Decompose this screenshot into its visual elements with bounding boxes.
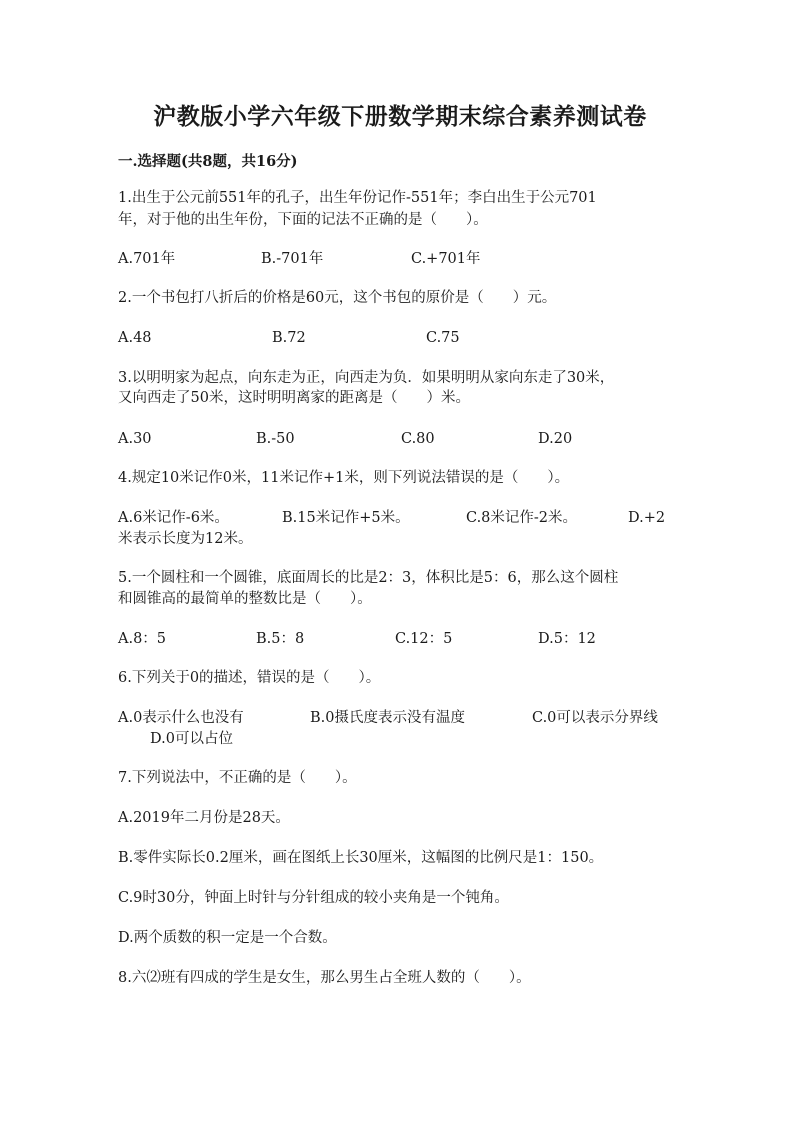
question-7-option-c: C.9时30分，钟面上时针与分针组成的较小夹角是一个钝角。 — [118, 890, 509, 906]
question-3-line-2: 又向西走了50米，这时明明离家的距离是（ ）米。 — [118, 390, 470, 406]
question-6-line-1: 6.下列关于0的描述，错误的是（ ）。 — [118, 670, 381, 686]
question-7-option-d: D.两个质数的积一定是一个合数。 — [118, 930, 337, 946]
question-3-option-c: C.80 — [401, 431, 435, 447]
question-3-option-a: A.30 — [118, 431, 152, 447]
question-7-option-a: A.2019年二月份是28天。 — [118, 810, 290, 826]
question-3-option-d: D.20 — [538, 431, 573, 447]
question-7-option-b: B.零件实际长0.2厘米，画在图纸上长30厘米，这幅图的比例尺是1：150。 — [118, 850, 604, 866]
question-5-option-a: A.8：5 — [118, 631, 167, 647]
question-5-line-2: 和圆锥高的最简单的整数比是（ ）。 — [118, 591, 372, 607]
question-1-line-1: 1.出生于公元前551年的孔子，出生年份记作-551年；李白出生于公元701 — [118, 190, 597, 206]
question-6-option-b: B.0摄氏度表示没有温度 — [310, 710, 465, 726]
question-4-option-b: B.15米记作+5米。 — [282, 510, 410, 526]
section-heading: 一.选择题(共8题，共16分) — [118, 153, 298, 170]
question-6-option-d: D.0可以占位 — [150, 731, 233, 747]
question-4-line-1: 4.规定10米记作0米，11米记作+1米，则下列说法错误的是（ ）。 — [118, 470, 570, 486]
question-6-option-a: A.0表示什么也没有 — [118, 710, 244, 726]
question-3-line-1: 3.以明明家为起点，向东走为正，向西走为负．如果明明从家向东走了30米， — [118, 370, 615, 386]
question-2-option-c: C.75 — [426, 330, 460, 346]
question-4-option-c: C.8米记作-2米。 — [466, 510, 578, 526]
question-1-option-a: A.701年 — [118, 251, 176, 267]
question-4-option-a: A.6米记作-6米。 — [118, 510, 229, 526]
question-4-option-d: D.+2 — [628, 510, 666, 526]
question-6-option-c: C.0可以表示分界线 — [532, 710, 658, 726]
question-5-option-d: D.5：12 — [538, 631, 596, 647]
question-2-line-1: 2.一个书包打八折后的价格是60元，这个书包的原价是（ ）元。 — [118, 290, 557, 306]
question-4-option-d-continued: 米表示长度为12米。 — [118, 531, 253, 547]
question-5-option-c: C.12：5 — [395, 631, 453, 647]
question-8-line-1: 8.六⑵班有四成的学生是女生，那么男生占全班人数的（ ）。 — [118, 970, 531, 986]
page-title: 沪教版小学六年级下册数学期末综合素养测试卷 — [153, 103, 647, 130]
question-2-option-b: B.72 — [272, 330, 306, 346]
question-1-line-2: 年，对于他的出生年份，下面的记法不正确的是（ ）。 — [118, 212, 488, 228]
question-2-option-a: A.48 — [118, 330, 152, 346]
question-1-option-c: C.+701年 — [411, 251, 481, 267]
question-7-line-1: 7.下列说法中，不正确的是（ ）。 — [118, 770, 357, 786]
question-1-option-b: B.-701年 — [261, 251, 324, 267]
question-5-line-1: 5.一个圆柱和一个圆锥，底面周长的比是2：3，体积比是5：6，那么这个圆柱 — [118, 570, 619, 586]
question-5-option-b: B.5：8 — [256, 631, 305, 647]
question-3-option-b: B.-50 — [256, 431, 295, 447]
